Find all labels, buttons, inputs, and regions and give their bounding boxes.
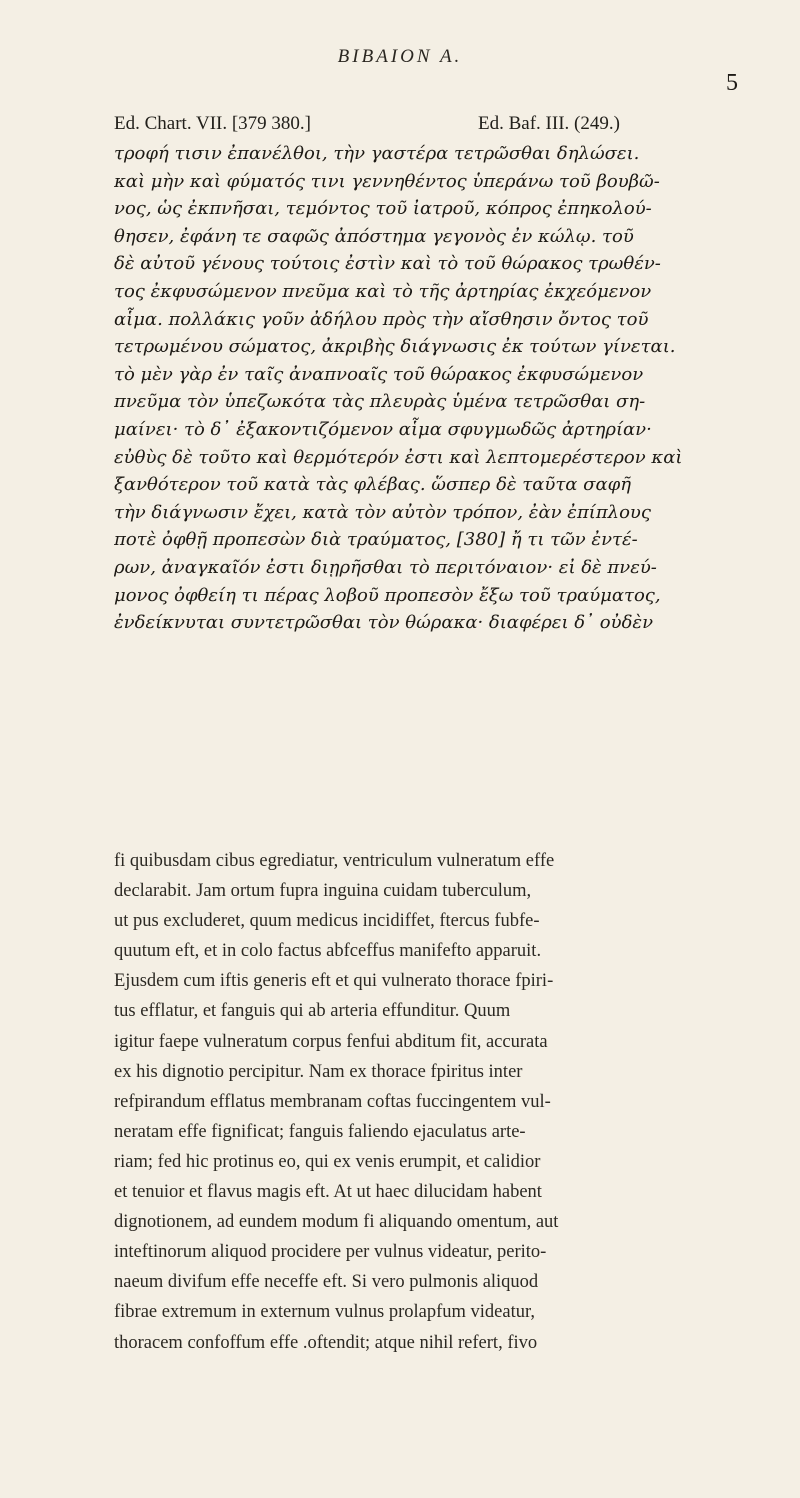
latin-text-line: ut pus excluderet, quum medicus incidiffet, ftercus fubfe- (114, 911, 540, 932)
greek-text-line: αἷμα. πολλάκις γοῦν ἀδήλου πρὸς τὴν αἴσθησιν ὄντος τοῦ (114, 308, 649, 330)
greek-text-line: καὶ μὴν καὶ φύματός τινι γεννηθέντος ὑπεράνω τοῦ βουβῶ- (114, 170, 660, 192)
greek-text-line: τος ἐκφυσώμενον πνεῦμα καὶ τὸ τῆς ἀρτηρίας ἐκχεόμενον (114, 280, 652, 302)
latin-text-line: inteftinorum aliquod procidere per vulnus videatur, perito- (114, 1242, 547, 1263)
running-head: BIBAION A. (337, 46, 463, 67)
greek-text-line: τροφή τισιν ἐπανέλθοι, τὴν γαστέρα τετρῶσθαι δηλώσει. (114, 143, 640, 164)
latin-text-line: fi quibusdam cibus egrediatur, ventriculum vulneratum effe (114, 851, 555, 871)
latin-text-block (114, 846, 710, 1358)
greek-text-line: πνεῦμα τὸν ὑπεζωκότα τὰς πλευρὰς ὑμένα τετρῶσθαι ση- (114, 391, 646, 413)
latin-text-line: tus efflatur, et fanguis qui ab arteria effunditur. Quum (114, 1001, 511, 1022)
greek-text-line: ξανθότερον τοῦ κατὰ τὰς φλέβας. ὥσπερ δὲ ταῦτα σαφῆ (114, 474, 632, 496)
latin-text-line: dignotionem, ad eundem modum fi aliquando omentum, aut (114, 1212, 559, 1233)
greek-text-line: δὲ αὐτοῦ γένους τούτοις ἐστὶν καὶ τὸ τοῦ θώρακος τρωθέν- (114, 253, 661, 275)
greek-text-line: μαίνει· τὸ δ᾽ ἐξακοντιζόμενον αἷμα σφυγμωδῶς ἀρτηρίαν· (114, 418, 652, 440)
latin-text-line: declarabit. Jam ortum fupra inguina cuidam tuberculum, (114, 881, 532, 902)
greek-text-line: μονος ὀφθείη τι πέρας λοβοῦ προπεσὸν ἔξω τοῦ τραύματος, (114, 584, 661, 606)
latin-text-line: naeum divifum effe neceffe eft. Si vero pulmonis aliquod (114, 1272, 539, 1293)
greek-text-block (114, 140, 710, 637)
greek-text-line: τετρωμένου σώματος, ἀκριβὴς διάγνωσις ἐκ τούτων γίνεται. (114, 336, 676, 358)
latin-text-line: refpirandum efflatus membranam coftas fuccingentem vul- (114, 1091, 551, 1112)
edition-chartier-ref: Ed. Chart. VII. [379 380.] (114, 113, 312, 134)
latin-text-line: neratam effe fignificat; fanguis faliendo ejaculatus arte- (114, 1121, 526, 1142)
latin-text-line: igitur faepe vulneratum corpus fenfui abditum fit, accurata (114, 1031, 548, 1052)
greek-text-line: τὴν διάγνωσιν ἔχει, κατὰ τὸν αὐτὸν τρόπον, ἐὰν ἐπίπλους (114, 501, 651, 523)
latin-text-line: et tenuior et flavus magis eft. At ut haec dilucidam habent (114, 1182, 542, 1203)
latin-text-line: quutum eft, et in colo factus abfceffus manifefto apparuit. (114, 941, 542, 962)
latin-text-line: Ejusdem cum iftis generis eft et qui vulnerato thorace fpiri- (114, 971, 554, 992)
greek-text-line: νος, ὡς ἐκπνῆσαι, τεμόντος τοῦ ἰατροῦ, κόπρος ἐπηκολού- (114, 198, 652, 220)
latin-text-line: thoracem confoffum effe .oftendit; atque nihil refert, fivo (114, 1332, 538, 1353)
greek-text-line: τὸ μὲν γὰρ ἐν ταῖς ἀναπνοαῖς τοῦ θώρακος ἐκφυσώμενον (114, 363, 644, 385)
latin-text-line: riam; fed hic protinus eo, qui ex venis erumpit, et calidior (114, 1151, 541, 1172)
latin-text-line: ex his dignotio percipitur. Nam ex thorace fpiritus inter (114, 1061, 523, 1082)
greek-text-line: εὐθὺς δὲ τοῦτο καὶ θερμότερόν ἐστι καὶ λεπτομερέστερον καὶ (114, 446, 683, 468)
greek-text-line: ρων, ἀναγκαῖόν ἐστι διῃρῆσθαι τὸ περιτόναιον· εἰ δὲ πνεύ- (114, 556, 657, 578)
greek-text-line: θησεν, ἐφάνη τε σαφῶς ἀπόστημα γεγονὸς ἐν κώλῳ. τοῦ (114, 225, 634, 247)
greek-text-line: ἐνδείκνυται συντετρῶσθαι τὸν θώρακα· διαφέρει δ᾽ οὐδὲν (114, 612, 654, 634)
page-number: 5 (726, 70, 738, 96)
latin-text-line: fibrae extremum in externum vulnus prolapfum videatur, (114, 1302, 536, 1323)
edition-basel-ref: Ed. Baf. III. (249.) (478, 113, 620, 134)
greek-text-line: ποτὲ ὀφθῇ προπεσὼν διὰ τραύματος, [380] ἤ τι τῶν ἐντέ- (114, 529, 638, 551)
